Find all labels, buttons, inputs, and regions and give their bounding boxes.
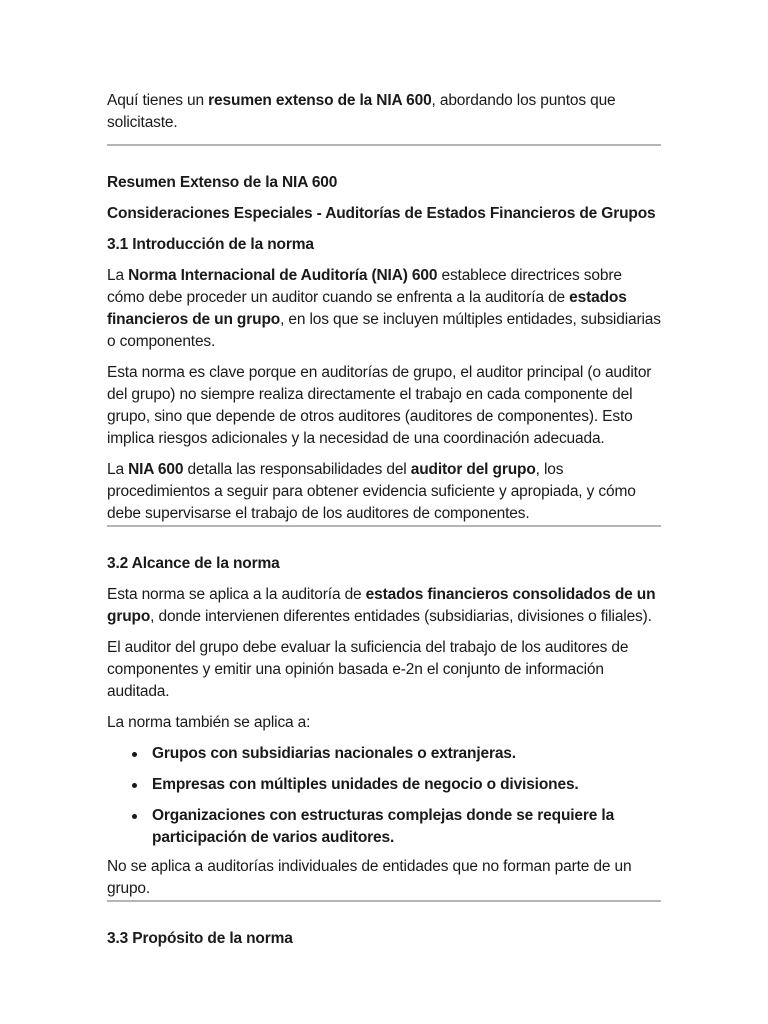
bullet-icon bbox=[132, 783, 137, 788]
text-run: , los procedimientos a seguir para obtener evidencia suficiente y apropiada, y cómo debe supervisarse el trabajo de los auditores de componentes. bbox=[107, 461, 636, 522]
list-item bbox=[107, 805, 661, 849]
text-run-bold: NIA 600 bbox=[128, 461, 184, 478]
section-3-2-paragraph-3: La norma también se aplica a: bbox=[107, 714, 311, 731]
text-run: La bbox=[107, 267, 129, 284]
section-3-1-title: 3.1 Introducción de la norma bbox=[107, 236, 314, 253]
section-divider bbox=[107, 525, 661, 527]
scope-bullet-list bbox=[107, 743, 661, 849]
section-3-1-paragraph-1 bbox=[107, 265, 661, 353]
document-title: Resumen Extenso de la NIA 600 bbox=[107, 174, 338, 191]
section-3-2-paragraph-4: No se aplica a auditorías individuales de entidades que no forman parte de un grupo. bbox=[107, 858, 632, 897]
section-3-3-title: 3.3 Propósito de la norma bbox=[107, 930, 293, 947]
text-run-bold: estados financieros consolidados de un grupo bbox=[107, 586, 656, 625]
text-run-bold: auditor del grupo bbox=[410, 461, 536, 478]
list-item bbox=[107, 743, 661, 765]
bullet-icon bbox=[132, 814, 137, 819]
list-item bbox=[107, 774, 661, 796]
document-subtitle: Consideraciones Especiales - Auditorías de Estados Financieros de Grupos bbox=[107, 205, 656, 222]
intro-text-end: , abordando los puntos que solicitaste. bbox=[107, 92, 616, 131]
text-run-bold: estados financieros de un grupo bbox=[107, 289, 627, 328]
text-run: , en los que se incluyen múltiples entidades, subsidiarias o componentes. bbox=[107, 311, 661, 350]
section-divider bbox=[107, 144, 661, 146]
text-run-bold: Norma Internacional de Auditoría (NIA) 600 bbox=[128, 267, 438, 284]
text-run: Esta norma se aplica a la auditoría de bbox=[107, 586, 366, 603]
list-item-text: Organizaciones con estructuras complejas donde se requiere la participación de varios auditores. bbox=[152, 807, 615, 846]
section-3-2-paragraph-1 bbox=[107, 584, 661, 628]
text-run: , donde intervienen diferentes entidades (subsidiarias, divisiones o filiales). bbox=[150, 608, 652, 625]
section-divider bbox=[107, 900, 661, 902]
intro-text-start: Aquí tienes un bbox=[107, 92, 209, 109]
section-3-2-paragraph-2: El auditor del grupo debe evaluar la suficiencia del trabajo de los auditores de componentes y emitir una opinión basada e-2n el conjunto de información auditada. bbox=[107, 639, 629, 700]
text-run: La bbox=[107, 461, 129, 478]
bullet-icon bbox=[132, 752, 137, 757]
intro-text-bold: resumen extenso de la NIA 600 bbox=[208, 92, 432, 109]
section-3-1-paragraph-3 bbox=[107, 459, 661, 525]
list-item-text: Grupos con subsidiarias nacionales o extranjeras. bbox=[152, 745, 516, 762]
text-run: establece directrices sobre cómo debe proceder un auditor cuando se enfrenta a la auditoría de bbox=[107, 267, 622, 306]
section-3-2-title: 3.2 Alcance de la norma bbox=[107, 555, 280, 572]
intro-paragraph bbox=[107, 90, 661, 134]
list-item-text: Empresas con múltiples unidades de negocio o divisiones. bbox=[152, 776, 579, 793]
section-3-1-paragraph-2: Esta norma es clave porque en auditorías de grupo, el auditor principal (o auditor del grupo) no siempre realiza directamente el trabajo en cada componente del grupo, sino que depende de otros auditores (auditores de componentes). Esto implica riesgos adicionales y la necesidad de una coordinación adecuada. bbox=[107, 364, 652, 447]
text-run: detalla las responsabilidades del bbox=[183, 461, 411, 478]
